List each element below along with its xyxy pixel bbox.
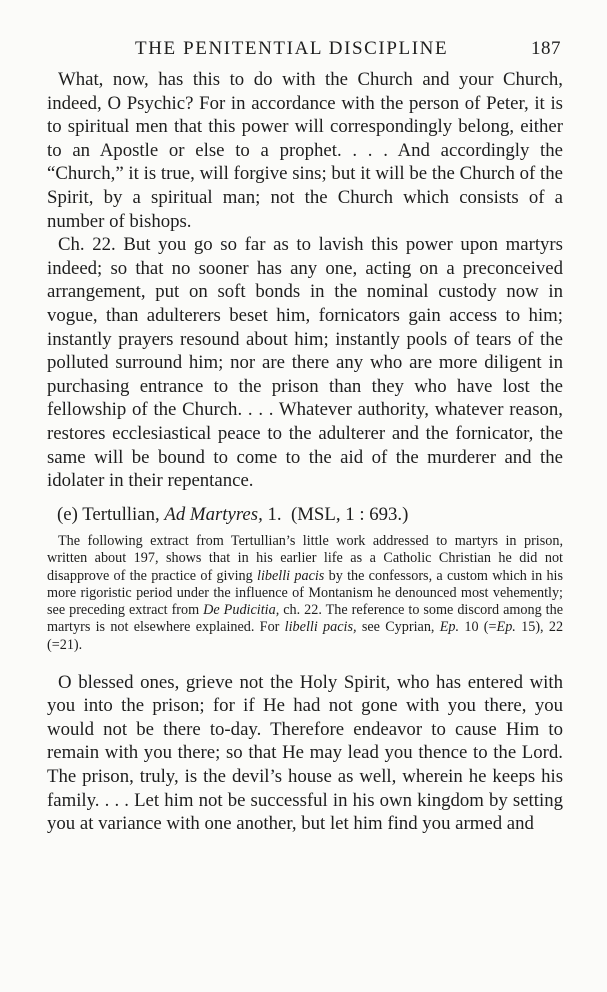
paragraph-chapter-22: Ch. 22. But you go so far as to lavish this power upon martyrs indeed; so that no sooner has any one, acting on a preconceived arrangement, put on soft bonds in the nominal custody now in vogue, than adulterers beset him, fornicators gain access to him; instantly prayers resound about him; instantly pools of tears of the polluted surround him; nor are there any who are more diligent in purchasing entrance to the prison than they who have lost the fellowship of the Church. . . . Whatever authority, whatever reason, restores ecclesiastical peace to the adulterer and the fornicator, the same will be bound to come to the aid of the murderer and the idolater in their repentance. <box>47 234 563 492</box>
section-label: (e) <box>57 503 78 525</box>
note-italic: Ep. <box>439 619 460 636</box>
note-italic: Ep. <box>496 619 516 636</box>
main-text <box>47 68 563 493</box>
note-italic: De Pudicitia, <box>203 602 280 619</box>
note-text: by the confessors, a custom which in his more rigoristic period under the influence of Montanism he denounced most vehemently; see preceding extract from <box>47 567 564 619</box>
paragraph-ad-martyres: O blessed ones, grieve not the Holy Spirit, who has entered with you into the prison; for if He had not gone with you there, you would not be there to-day. Therefore endeavor to cause Him to remain with you there; so that He may lead you thence to the Lord. The prison, truly, is the devil’s house as well, wherein he keeps his family. . . . Let him not be successful in his own kingdom by setting you at variance with one another, but let him find you armed and <box>47 671 563 835</box>
note-text: 10 (= <box>464 619 497 636</box>
section-heading <box>47 503 563 527</box>
note-italic: libelli pacis, <box>284 619 357 636</box>
book-page <box>47 38 563 836</box>
editorial-note <box>47 533 563 653</box>
section-author: Tertullian, <box>82 503 160 525</box>
note-text: The following extract from Tertullian’s little work addressed to martyrs in prison, written about 197, shows that in his earlier life as a Catholic Christian he did not disapprove of the practice of giving <box>47 533 563 584</box>
ad-martyres-extract <box>47 671 563 836</box>
note-paragraph <box>47 533 563 653</box>
running-title: THE PENITENTIAL DISCIPLINE <box>135 38 449 59</box>
section-work-title: Ad Martyres, <box>164 503 263 525</box>
note-italic: libelli pacis <box>257 567 325 584</box>
page-number: 187 <box>531 38 561 59</box>
section-chapter: 1. <box>267 503 282 525</box>
note-text: see Cyprian, <box>361 619 435 636</box>
note-text: 15), 22 (=21). <box>47 619 564 653</box>
paragraph-de-pudicitia-end: What, now, has this to do with the Church and your Church, indeed, O Psychic? For in accordance with the person of Peter, it is to spiritual men that this power will correspondingly belong, either to an Apostle or else to a prophet. . . . And accordingly the “Church,” it is true, will forgive sins; but it will be the Church of the Spirit, by a spiritual man; not the Church which consists of a number of bishops. <box>47 69 563 232</box>
section-reference: (MSL, 1 : 693.) <box>290 503 409 525</box>
running-header <box>47 38 563 68</box>
note-text: ch. 22. The reference to some discord among the martyrs is not elsewhere explained. For <box>47 602 564 636</box>
